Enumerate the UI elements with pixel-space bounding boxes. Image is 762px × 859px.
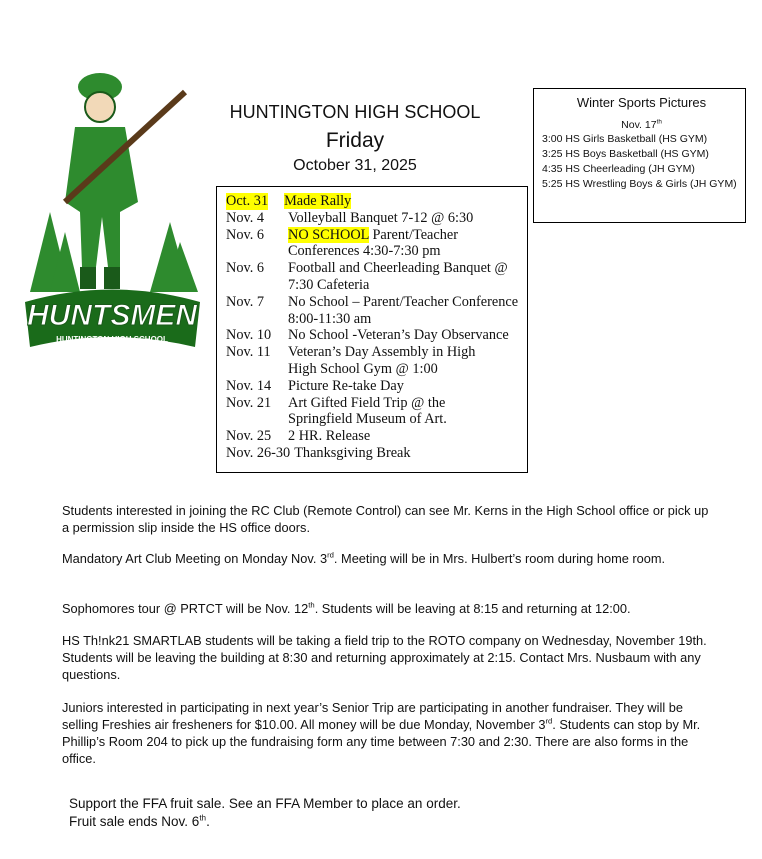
sports-item: 3:25 HS Boys Basketball (HS GYM) <box>542 148 709 160</box>
rc-club-announcement: Students interested in joining the RC Club (Remote Control) can see Mr. Kerns in the High School office or pick up a permission slip inside the HS office doors. <box>62 503 709 535</box>
art-club-announcement <box>62 550 712 567</box>
event-date: Nov. 25 <box>226 428 272 445</box>
juniors-announcement <box>62 699 712 767</box>
sports-date <box>542 119 741 132</box>
event-row <box>226 395 527 429</box>
svg-text:HUNTSMEN: HUNTSMEN <box>27 299 197 332</box>
event-date: Nov. 11 <box>226 344 271 361</box>
event-row <box>226 445 527 462</box>
sports-title: Winter Sports Pictures <box>576 95 707 110</box>
event-date: Nov. 10 <box>226 327 272 344</box>
event-text: Volleyball Banquet 7-12 @ 6:30 <box>288 209 474 226</box>
event-row <box>226 344 527 378</box>
sports-item: 4:35 HS Cheerleading (JH GYM) <box>542 163 695 175</box>
sports-date-sup: th <box>656 118 662 126</box>
soph-text: Sophomores tour @ PRTCT will be Nov. 12 <box>62 601 309 616</box>
juniors-text: Juniors interested in participating in next year’s Senior Trip are participating in another fundraiser. They will be selling Freshies air fresheners for $10.00. All money will be due Monday, November 3 <box>62 700 683 732</box>
event-text: No School – Parent/Teacher Conference 8:00-11:30 am <box>288 293 519 327</box>
event-row <box>226 260 527 294</box>
soph-sup: th <box>308 600 315 610</box>
event-row <box>226 428 527 445</box>
date-heading: October 31, 2025 <box>293 157 417 174</box>
events-box <box>216 186 528 473</box>
event-row <box>226 294 527 328</box>
event-date: Nov. 6 <box>226 226 264 243</box>
soph-text-2: . Students will be leaving at 8:15 and returning at 12:00. <box>314 601 631 616</box>
event-text: Made Rally <box>284 193 352 209</box>
event-row <box>226 327 527 344</box>
ffa-end-date <box>69 813 210 830</box>
event-date: Nov. 7 <box>226 293 264 310</box>
event-date: Oct. 31 <box>226 193 269 209</box>
art-sup: rd <box>327 550 334 560</box>
svg-text:HUNTINGTON HIGH SCHOOL: HUNTINGTON HIGH SCHOOL <box>56 335 168 344</box>
event-text: Picture Re-take Day <box>288 377 404 394</box>
event-row <box>226 193 527 210</box>
sports-item: 3:00 HS Girls Basketball (HS GYM) <box>542 133 708 145</box>
sports-pictures-box <box>533 88 746 223</box>
event-row <box>226 227 527 261</box>
event-text: Football and Cheerleading Banquet @ 7:30 Cafeteria <box>288 260 508 293</box>
event-text: No School -Veteran’s Day Observance <box>288 327 509 344</box>
event-row <box>226 210 527 227</box>
sports-item: 5:25 HS Wrestling Boys & Girls (JH GYM) <box>542 178 737 190</box>
day-heading: Friday <box>325 129 385 152</box>
art-text: Mandatory Art Club Meeting on Monday Nov. 3 <box>62 551 328 566</box>
huntsmen-logo <box>20 62 205 352</box>
event-date: Nov. 26-30 <box>226 444 291 461</box>
event-text: Parent/Teacher Conferences 4:30-7:30 pm <box>288 226 458 260</box>
school-name: HUNTINGTON HIGH SCHOOL <box>229 102 481 122</box>
event-date: Nov. 21 <box>226 394 272 411</box>
event-date: Nov. 14 <box>226 377 272 394</box>
event-date: Nov. 6 <box>226 260 264 277</box>
juniors-sup: rd <box>545 716 553 726</box>
event-text: 2 HR. Release <box>288 428 371 445</box>
event-row <box>226 378 527 395</box>
event-text: Art Gifted Field Trip @ the Springfield Museum of Art. <box>288 394 447 428</box>
sports-date-text: Nov. 17 <box>621 119 657 131</box>
smartlab-announcement: HS Th!nk21 SMARTLAB students will be taking a field trip to the ROTO company on Wednesday, November 19th. Students will be leaving the building at 8:30 and returning approximately at 2:15. Contact Mrs. Nusbaum with any questions. <box>62 633 707 682</box>
ffa-announcement: Support the FFA fruit sale. See an FFA Member to place an order. <box>69 796 461 811</box>
juniors-text-2: . Students can stop by Mr. Phillip’s Room 204 to pick up the fundraising form any time between 7:30 and 2:30. There are also forms in the office. <box>62 717 701 766</box>
event-highlight: NO SCHOOL <box>288 226 369 243</box>
ffa-sup: th <box>199 813 207 823</box>
art-text-2: . Meeting will be in Mrs. Hulbert’s room during home room. <box>333 551 666 566</box>
event-text: Thanksgiving Break <box>294 444 411 461</box>
ffa-text: Fruit sale ends Nov. 6 <box>69 814 200 829</box>
ffa-text-2: . <box>206 814 210 829</box>
sophomore-announcement <box>62 600 712 617</box>
event-date: Nov. 4 <box>226 209 264 226</box>
event-text: Veteran’s Day Assembly in High High School Gym @ 1:00 <box>288 344 476 377</box>
